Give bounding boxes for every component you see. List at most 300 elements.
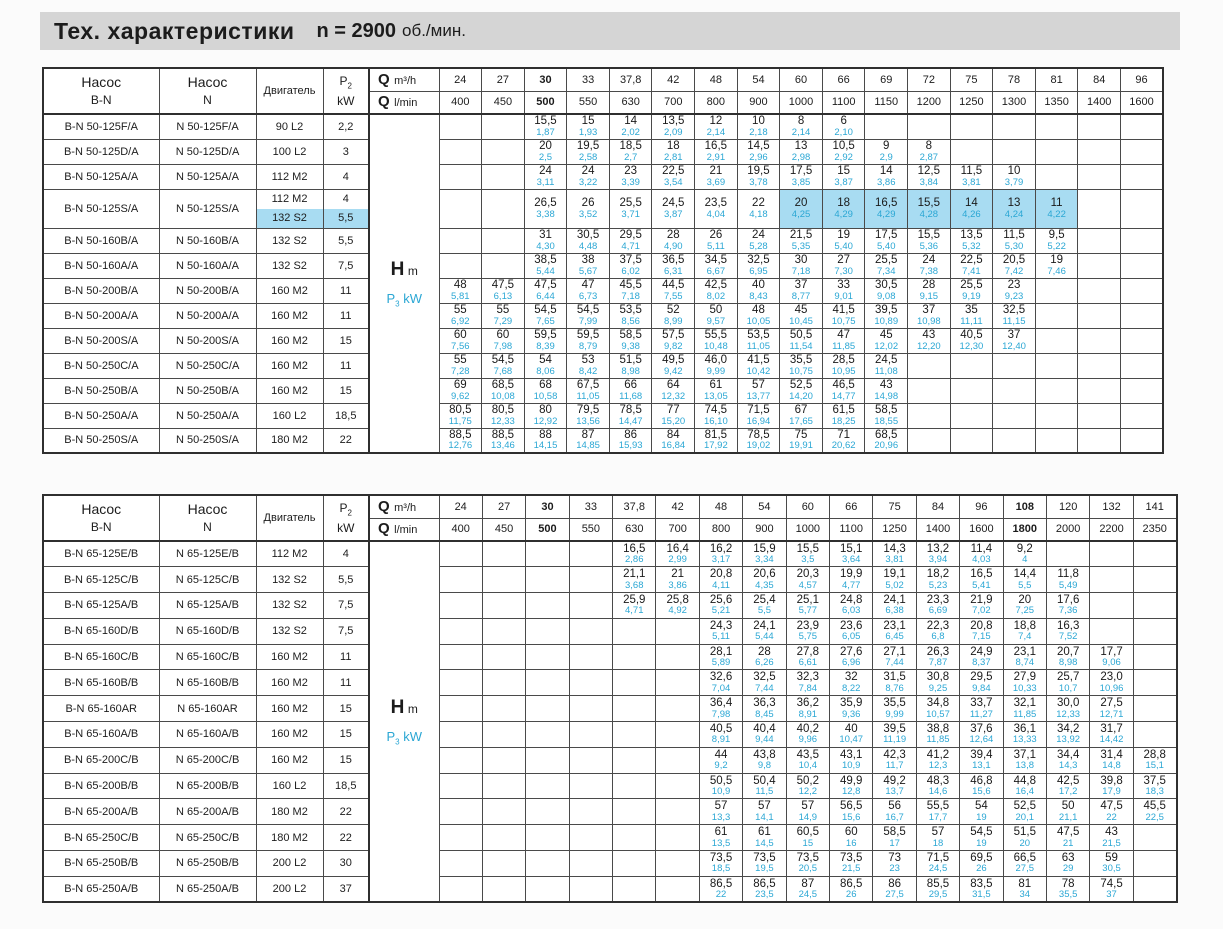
data-cell [526, 722, 569, 748]
data-cell [482, 593, 525, 619]
q-m3h-value: 27 [482, 68, 525, 91]
q-lmin-value: 400 [439, 518, 482, 541]
data-cell: 46,8 15,6 [960, 773, 1003, 799]
pump-row [43, 328, 1163, 353]
data-cell: 40,5 12,30 [950, 328, 993, 353]
data-cell [1078, 278, 1121, 303]
data-cell: 42,5 17,2 [1046, 773, 1089, 799]
data-cell [1133, 851, 1176, 877]
p2-cell: 4 [323, 164, 369, 189]
data-cell: 45,5 7,18 [609, 278, 652, 303]
q-m3h-value: 66 [830, 495, 873, 518]
motor-cell: 180 M2 [256, 799, 323, 825]
data-cell: 46,0 9,99 [695, 353, 738, 378]
p2-cell: 22 [323, 428, 369, 453]
data-cell [656, 799, 699, 825]
pump-row [43, 114, 1163, 139]
data-cell [482, 773, 525, 799]
data-cell [482, 696, 525, 722]
q-m3h-value: 54 [737, 68, 780, 91]
q-lmin-value: 1800 [1003, 518, 1046, 541]
pump-table-50 [42, 67, 1164, 454]
p2-cell: 11 [323, 644, 369, 670]
data-cell: 16,5 2,86 [613, 541, 656, 567]
data-cell: 19,5 3,78 [737, 164, 780, 189]
data-cell: 75 19,91 [780, 428, 823, 453]
data-cell: 30,0 12,33 [1046, 696, 1089, 722]
data-cell: 27,5 12,71 [1090, 696, 1133, 722]
data-cell [1121, 164, 1164, 189]
data-cell [482, 876, 525, 902]
data-cell: 60 16 [830, 825, 873, 851]
data-cell: 39,5 10,89 [865, 303, 908, 328]
data-cell: 28,5 10,95 [822, 353, 865, 378]
data-cell: 43 12,20 [908, 328, 951, 353]
q-lmin-value: 1200 [908, 91, 951, 114]
data-cell [1078, 189, 1121, 228]
pump-name-bn: B-N 65-250B/B [43, 851, 159, 877]
q-lmin-value: 500 [524, 91, 567, 114]
motor-cell: 160 M2 [256, 278, 323, 303]
data-cell [1121, 428, 1164, 453]
data-cell [1133, 567, 1176, 593]
data-cell [1035, 378, 1078, 403]
motor-cell: 100 L2 [256, 139, 323, 164]
header-q-lmin: Q l/min [369, 91, 439, 114]
data-cell: 20,5 7,42 [993, 253, 1036, 278]
pump-name-n: N 65-125C/B [159, 567, 256, 593]
data-cell: 55 7,28 [439, 353, 482, 378]
q-lmin-value: 630 [613, 518, 656, 541]
data-cell: 24 5,28 [737, 228, 780, 253]
data-cell [526, 696, 569, 722]
q-m3h-value: 27 [482, 495, 525, 518]
data-cell [569, 567, 612, 593]
data-cell: 15,5 1,87 [524, 114, 567, 139]
data-cell [1121, 328, 1164, 353]
pump-name-bn: B-N 65-125A/B [43, 593, 159, 619]
data-cell: 50,5 11,54 [780, 328, 823, 353]
data-cell: 11,5 3,81 [950, 164, 993, 189]
data-cell [439, 670, 482, 696]
data-cell [656, 825, 699, 851]
data-cell [1035, 114, 1078, 139]
pump-row [43, 303, 1163, 328]
data-cell: 57 14,1 [743, 799, 786, 825]
pump-row [43, 593, 1177, 619]
data-cell [526, 567, 569, 593]
data-cell: 9 2,9 [865, 139, 908, 164]
data-cell: 44 9,2 [699, 747, 742, 773]
data-cell [482, 164, 525, 189]
data-cell [1121, 378, 1164, 403]
data-cell [613, 644, 656, 670]
data-cell: 86,5 22 [699, 876, 742, 902]
data-cell [482, 825, 525, 851]
data-cell: 36,2 8,91 [786, 696, 829, 722]
pump-name-bn: B-N 65-160C/B [43, 644, 159, 670]
data-cell: 15,5 4,28 [908, 189, 951, 228]
motor-cell: 112 M2 [256, 541, 323, 567]
motor-cell: 160 M2 [256, 353, 323, 378]
q-lmin-value: 1250 [873, 518, 916, 541]
pump-row [43, 567, 1177, 593]
data-cell: 11,8 5,49 [1046, 567, 1089, 593]
pump-table-65-container [42, 494, 1223, 903]
p2-cell: 4 5,5 [323, 189, 369, 228]
data-cell: 11,4 4,03 [960, 541, 1003, 567]
data-cell [908, 378, 951, 403]
q-m3h-value: 60 [780, 68, 823, 91]
p2-cell: 11 [323, 303, 369, 328]
data-cell [993, 114, 1036, 139]
data-cell: 61 13,05 [695, 378, 738, 403]
data-cell: 13,5 5,32 [950, 228, 993, 253]
q-m3h-value: 66 [822, 68, 865, 91]
data-cell [569, 593, 612, 619]
data-cell [439, 164, 482, 189]
data-cell: 40 8,43 [737, 278, 780, 303]
q-m3h-value: 96 [1121, 68, 1164, 91]
q-m3h-value: 48 [695, 68, 738, 91]
data-cell: 34,2 13,92 [1046, 722, 1089, 748]
pump-table-50-container [42, 67, 1223, 454]
data-cell: 47,5 6,13 [482, 278, 525, 303]
data-cell [1121, 278, 1164, 303]
data-cell [1035, 353, 1078, 378]
data-cell: 32,1 11,85 [1003, 696, 1046, 722]
data-cell [1133, 670, 1176, 696]
header-q-lmin: Q l/min [369, 518, 439, 541]
q-m3h-value: 48 [699, 495, 742, 518]
pump-row [43, 618, 1177, 644]
data-cell: 23,0 10,96 [1090, 670, 1133, 696]
data-cell: 68,5 20,96 [865, 428, 908, 453]
data-cell [439, 567, 482, 593]
data-cell: 42,3 11,7 [873, 747, 916, 773]
motor-cell: 160 M2 [256, 722, 323, 748]
data-cell: 49,9 12,8 [830, 773, 873, 799]
data-cell: 26,5 3,38 [524, 189, 567, 228]
data-cell: 48 10,05 [737, 303, 780, 328]
data-cell: 43 21,5 [1090, 825, 1133, 851]
data-cell: 27,1 7,44 [873, 644, 916, 670]
data-cell: 28 4,90 [652, 228, 695, 253]
data-cell: 40,5 8,91 [699, 722, 742, 748]
data-cell: 44,8 16,4 [1003, 773, 1046, 799]
pump-row [43, 353, 1163, 378]
q-m3h-value: 84 [1078, 68, 1121, 91]
pump-name-n: N 50-125S/A [159, 189, 256, 228]
data-cell: 45,5 22,5 [1133, 799, 1176, 825]
data-cell [1090, 618, 1133, 644]
data-cell: 36,1 13,33 [1003, 722, 1046, 748]
data-cell: 47,5 21 [1046, 825, 1089, 851]
data-cell: 12 2,14 [695, 114, 738, 139]
data-cell [439, 747, 482, 773]
data-cell: 28 9,15 [908, 278, 951, 303]
motor-cell: 200 L2 [256, 876, 323, 902]
p2-cell: 5,5 [323, 567, 369, 593]
data-cell [482, 670, 525, 696]
data-cell: 80 12,92 [524, 403, 567, 428]
data-cell: 23,6 6,05 [830, 618, 873, 644]
data-cell [482, 747, 525, 773]
data-cell [950, 378, 993, 403]
data-cell: 59,5 8,39 [524, 328, 567, 353]
data-cell: 64 12,32 [652, 378, 695, 403]
q-m3h-value: 75 [950, 68, 993, 91]
pump-row [43, 139, 1163, 164]
data-cell: 88,5 12,76 [439, 428, 482, 453]
pump-name-bn: B-N 65-200B/B [43, 773, 159, 799]
pump-row [43, 378, 1163, 403]
data-cell: 40,4 9,44 [743, 722, 786, 748]
data-cell: 28 6,26 [743, 644, 786, 670]
data-cell: 15,5 5,36 [908, 228, 951, 253]
data-cell: 60 7,98 [482, 328, 525, 353]
data-cell: 18,8 7,4 [1003, 618, 1046, 644]
data-cell [613, 799, 656, 825]
q-lmin-value: 450 [482, 518, 525, 541]
data-cell [439, 696, 482, 722]
motor-cell: 160 M2 [256, 378, 323, 403]
q-lmin-value: 1400 [916, 518, 959, 541]
data-cell [656, 618, 699, 644]
data-cell: 37 8,77 [780, 278, 823, 303]
pump-name-n: N 65-125E/B [159, 541, 256, 567]
pump-name-bn: B-N 50-250A/A [43, 403, 159, 428]
data-cell: 36,5 6,31 [652, 253, 695, 278]
q-lmin-value: 550 [567, 91, 610, 114]
data-cell: 25,6 5,21 [699, 593, 742, 619]
data-cell [1133, 644, 1176, 670]
motor-cell: 132 S2 [256, 593, 323, 619]
data-cell: 42,5 8,02 [695, 278, 738, 303]
data-cell [1035, 164, 1078, 189]
data-cell: 16,3 7,52 [1046, 618, 1089, 644]
q-lmin-value: 700 [652, 91, 695, 114]
pump-name-bn: B-N 65-160D/B [43, 618, 159, 644]
q-lmin-value: 1600 [960, 518, 1003, 541]
data-cell: 15 3,87 [822, 164, 865, 189]
data-cell [1133, 593, 1176, 619]
q-lmin-value: 1100 [830, 518, 873, 541]
data-cell [1133, 722, 1176, 748]
data-cell: 23 3,39 [609, 164, 652, 189]
data-cell: 50,4 11,5 [743, 773, 786, 799]
data-cell: 30,5 4,48 [567, 228, 610, 253]
data-cell: 80,5 12,33 [482, 403, 525, 428]
data-cell: 14 3,86 [865, 164, 908, 189]
data-cell: 6 2,10 [822, 114, 865, 139]
p2-cell: 11 [323, 670, 369, 696]
pump-name-bn: B-N 50-125A/A [43, 164, 159, 189]
pump-row [43, 670, 1177, 696]
data-cell: 86,5 26 [830, 876, 873, 902]
page-title: Тех. характеристики [54, 17, 295, 44]
pump-name-bn: B-N 50-250B/A [43, 378, 159, 403]
data-cell: 25,9 4,71 [613, 593, 656, 619]
data-cell [439, 722, 482, 748]
data-cell [526, 825, 569, 851]
data-cell: 55 7,29 [482, 303, 525, 328]
data-cell [1121, 139, 1164, 164]
p2-cell: 30 [323, 851, 369, 877]
data-cell: 15,1 3,64 [830, 541, 873, 567]
data-cell [526, 593, 569, 619]
data-cell: 16,4 2,99 [656, 541, 699, 567]
data-cell [993, 378, 1036, 403]
p2-cell: 11 [323, 278, 369, 303]
q-lmin-value: 700 [656, 518, 699, 541]
q-m3h-value: 54 [743, 495, 786, 518]
p2-cell: 3 [323, 139, 369, 164]
q-m3h-value: 42 [652, 68, 695, 91]
pump-name-bn: B-N 50-200B/A [43, 278, 159, 303]
q-lmin-value: 1000 [780, 91, 823, 114]
data-cell: 54 8,06 [524, 353, 567, 378]
data-cell: 11 4,22 [1035, 189, 1078, 228]
data-cell: 45 12,02 [865, 328, 908, 353]
pump-row [43, 722, 1177, 748]
pump-name-bn: B-N 65-200C/B [43, 747, 159, 773]
data-cell: 40,2 9,96 [786, 722, 829, 748]
data-cell: 79,5 13,56 [567, 403, 610, 428]
data-cell [439, 825, 482, 851]
p2-cell: 15 [323, 696, 369, 722]
q-lmin-value: 1350 [1035, 91, 1078, 114]
data-cell [993, 139, 1036, 164]
data-cell: 14,4 5,5 [1003, 567, 1046, 593]
data-cell [613, 825, 656, 851]
data-cell: 24 7,38 [908, 253, 951, 278]
p2-cell: 18,5 [323, 403, 369, 428]
data-cell: 47,5 22 [1090, 799, 1133, 825]
data-cell: 73,5 20,5 [786, 851, 829, 877]
motor-cell: 160 M2 [256, 747, 323, 773]
data-cell [1078, 139, 1121, 164]
pump-row [43, 189, 1163, 228]
data-cell: 25,8 4,92 [656, 593, 699, 619]
data-cell: 36,3 8,45 [743, 696, 786, 722]
data-cell: 54 19 [960, 799, 1003, 825]
data-cell: 74,5 37 [1090, 876, 1133, 902]
data-cell: 31 4,30 [524, 228, 567, 253]
pump-name-n: N 50-200A/A [159, 303, 256, 328]
data-cell: 22,5 3,54 [652, 164, 695, 189]
data-cell [569, 747, 612, 773]
data-cell: 69 9,62 [439, 378, 482, 403]
data-cell [1035, 139, 1078, 164]
data-cell [526, 851, 569, 877]
q-lmin-value: 1300 [993, 91, 1036, 114]
data-cell [482, 253, 525, 278]
data-cell: 61,5 18,25 [822, 403, 865, 428]
data-cell [908, 428, 951, 453]
q-lmin-value: 1600 [1121, 91, 1164, 114]
data-cell: 44,5 7,55 [652, 278, 695, 303]
data-cell: 22,3 6,8 [916, 618, 959, 644]
motor-cell: 132 S2 [256, 567, 323, 593]
header-row-m3h [43, 68, 1163, 91]
data-cell [439, 228, 482, 253]
data-cell: 14,5 2,96 [737, 139, 780, 164]
header-motor: Двигатель [256, 68, 323, 114]
data-cell [656, 722, 699, 748]
data-cell: 57,5 9,82 [652, 328, 695, 353]
data-cell: 23,1 6,45 [873, 618, 916, 644]
data-cell: 14,3 3,81 [873, 541, 916, 567]
data-cell: 32,5 6,95 [737, 253, 780, 278]
pump-name-n: N 65-250A/B [159, 876, 256, 902]
data-cell: 26,3 7,87 [916, 644, 959, 670]
pump-name-n: N 65-160D/B [159, 618, 256, 644]
data-cell [1133, 541, 1176, 567]
data-cell: 17,5 3,85 [780, 164, 823, 189]
motor-cell: 160 M2 [256, 303, 323, 328]
data-cell [1035, 428, 1078, 453]
tables-wrap [42, 67, 1223, 903]
data-cell: 36,4 7,98 [699, 696, 742, 722]
pump-row [43, 773, 1177, 799]
data-cell: 57 14,9 [786, 799, 829, 825]
data-cell [1090, 541, 1133, 567]
data-cell: 20,6 4,35 [743, 567, 786, 593]
data-cell [482, 541, 525, 567]
p2-cell: 7,5 [323, 593, 369, 619]
data-cell: 37,6 12,64 [960, 722, 1003, 748]
data-cell: 38 5,67 [567, 253, 610, 278]
data-cell: 20 4,25 [780, 189, 823, 228]
motor-cell: 160 L2 [256, 773, 323, 799]
q-m3h-value: 84 [916, 495, 959, 518]
data-cell: 24 3,11 [524, 164, 567, 189]
data-cell: 20,8 7,15 [960, 618, 1003, 644]
q-m3h-value: 30 [526, 495, 569, 518]
data-cell: 60,5 15 [786, 825, 829, 851]
data-cell: 20,8 4,11 [699, 567, 742, 593]
data-cell: 41,2 12,3 [916, 747, 959, 773]
q-lmin-value: 1250 [950, 91, 993, 114]
pump-name-n: N 50-250S/A [159, 428, 256, 453]
q-lmin-value: 2000 [1046, 518, 1089, 541]
pump-row [43, 228, 1163, 253]
data-cell [993, 353, 1036, 378]
data-cell: 73,5 21,5 [830, 851, 873, 877]
data-cell: 52,5 20,1 [1003, 799, 1046, 825]
pump-name-n: N 65-160AR [159, 696, 256, 722]
data-cell: 22 4,18 [737, 189, 780, 228]
header-q-m3h: Q m³/h [369, 495, 439, 518]
data-cell: 83,5 31,5 [960, 876, 1003, 902]
data-cell: 78,5 14,47 [609, 403, 652, 428]
data-cell: 60 7,56 [439, 328, 482, 353]
data-cell: 87 14,85 [567, 428, 610, 453]
motor-cell: 90 L2 [256, 114, 323, 139]
data-cell: 66 11,68 [609, 378, 652, 403]
pump-name-n: N 50-250A/A [159, 403, 256, 428]
q-m3h-value: 37,8 [609, 68, 652, 91]
h-p3-label-cell: H m $P_3$ kW [369, 541, 439, 902]
motor-cell: 180 M2 [256, 825, 323, 851]
motor-cell: 160 M2 [256, 696, 323, 722]
data-cell [439, 253, 482, 278]
data-cell: 21,1 3,68 [613, 567, 656, 593]
data-cell: 17,5 5,40 [865, 228, 908, 253]
data-cell: 28,8 15,1 [1133, 747, 1176, 773]
data-cell: 20 2,5 [524, 139, 567, 164]
